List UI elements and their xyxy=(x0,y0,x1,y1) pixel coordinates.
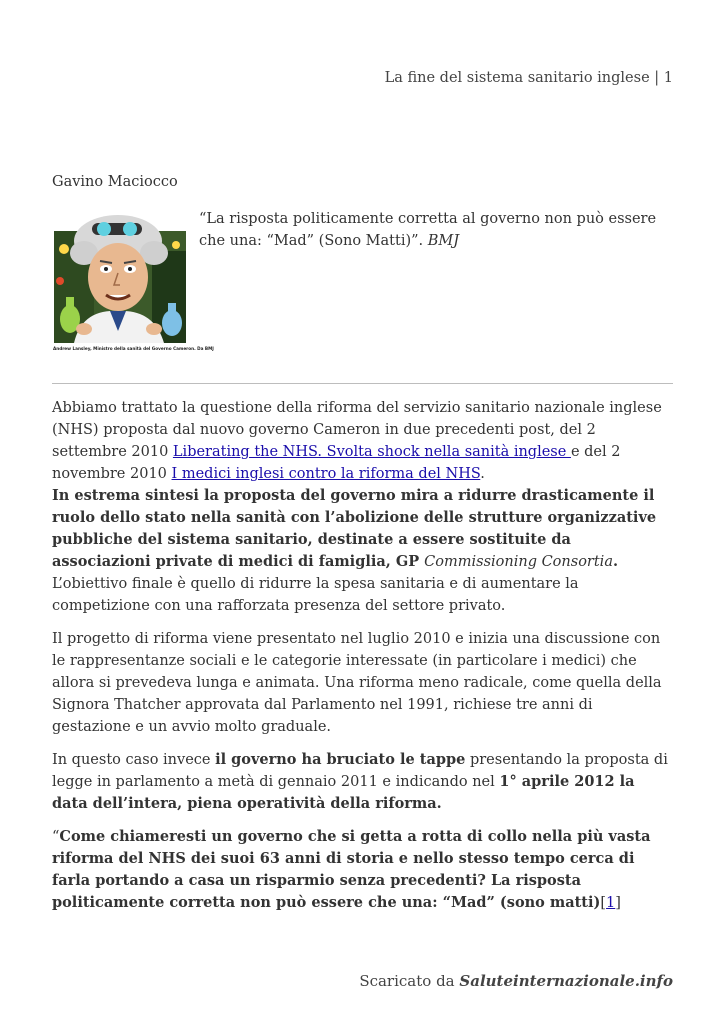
caricature-caption: Andrew Lansley, Ministro della sanità del Governo Cameron. Da BMJ xyxy=(53,346,214,351)
text: L’obiettivo finale è quello di ridurre la spesa sanitaria e di aumentare la competizione con una rafforzata presenza del settore privato. xyxy=(52,576,579,614)
footer-site: Saluteinternazionale.info xyxy=(459,972,673,990)
bold-text: 1° aprile 2012 la data dell’intera, piena operatività della riforma. xyxy=(52,773,635,812)
text: presentando la proposta di legge in parlamento a metà di gennaio 2011 e indicando nel xyxy=(52,752,668,790)
text: e del 2 novembre 2010 xyxy=(52,444,621,482)
text: Abbiamo trattato la questione della riforma del servizio sanitario nazionale inglese (NHS) proposta dal nuovo governo Cameron in due precedenti post, del 2 settembre 2010 xyxy=(52,400,662,460)
text: In questo caso invece xyxy=(52,752,216,768)
italic-text: Commissioning Consortia xyxy=(424,554,613,570)
text: “ xyxy=(52,829,60,845)
quote-source: BMJ xyxy=(427,233,460,249)
bold-text: . xyxy=(612,553,619,570)
footnote-link[interactable]: 1 xyxy=(606,895,616,911)
link-liberating-the-nhs[interactable]: Liberating the NHS. Svolta shock nella sanità inglese xyxy=(172,444,571,460)
bold-text: il governo ha bruciato le tappe xyxy=(215,751,466,768)
bold-text: Come chiameresti un governo che si getta a rotta di collo nella più vasta riforma del NHS dei suoi 63 anni di storia e nello stesso tempo cerca di farla portando a casa un risparmio senza precedenti? La risposta politicamente corretta non può essere che una: “Mad” (sono matti) xyxy=(52,828,651,911)
footer-prefix: Scaricato da xyxy=(359,972,460,990)
text: . xyxy=(480,466,485,482)
article-body xyxy=(52,397,674,925)
quote-text: “La risposta politicamente corretta al governo non può essere che una: “Mad” (Sono Matti)”. xyxy=(199,211,657,249)
link-medici-inglesi[interactable]: I medici inglesi contro la riforma del NHS xyxy=(171,466,481,482)
intro-quote xyxy=(199,208,669,252)
author-name: Gavino Maciocco xyxy=(52,174,178,190)
text: [ xyxy=(600,895,607,911)
caricature-image xyxy=(52,211,214,351)
section-divider xyxy=(52,383,673,384)
page-header: La fine del sistema sanitario inglese | 1 xyxy=(384,70,673,86)
text: ] xyxy=(615,895,621,911)
paragraph-3 xyxy=(52,749,674,815)
bold-text: In estrema sintesi la proposta del governo mira a ridurre drasticamente il ruolo dello stato nella sanità con l’abolizione delle strutture organizzative pubbliche del sistema sanitario, destinate a essere sostituite da associazioni private di medici di famiglia, GP xyxy=(52,487,657,570)
paragraph-4 xyxy=(52,826,674,914)
paragraph-1 xyxy=(52,397,674,617)
page-footer xyxy=(359,972,673,990)
paragraph-2: Il progetto di riforma viene presentato nel luglio 2010 e inizia una discussione con le rappresentanze sociali e le categorie interessate (in particolare i medici) che allora si prevedeva lunga e animata. Una riforma meno radicale, come quella della Signora Thatcher approvata dal Parlamento nel 1991, richiese tre anni di gestazione e un avvio molto graduale. xyxy=(52,631,662,735)
